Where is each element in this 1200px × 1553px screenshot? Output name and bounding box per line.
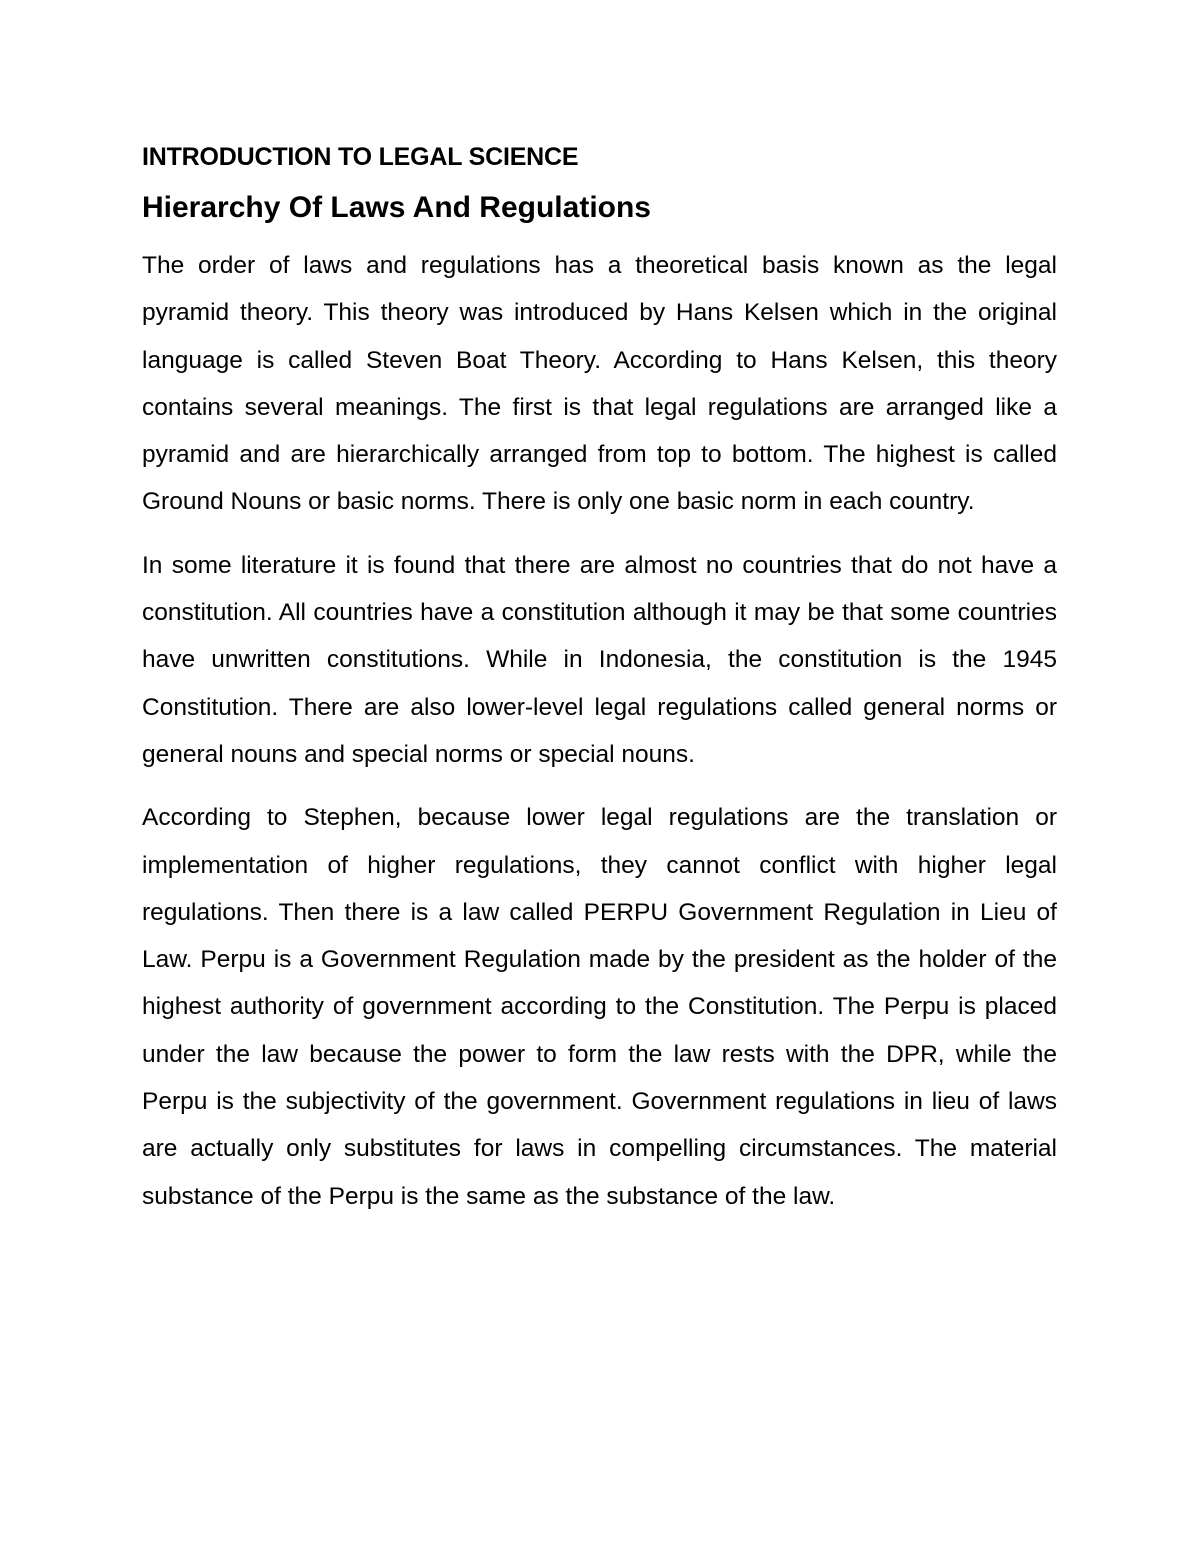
- course-title: INTRODUCTION TO LEGAL SCIENCE: [142, 143, 579, 171]
- section-heading: Hierarchy Of Laws And Regulations: [142, 191, 651, 224]
- paragraph-pyramid-theory: The order of laws and regulations has a theoretical basis known as the legal pyramid theory. This theory was introduced by Hans Kelsen which in the original language is called Steven Boat Theory. According to Hans Kelsen, this theory contains several meanings. The first is that legal regulations are arranged like a pyramid and are hierarchically arranged from top to bottom. The highest is called Ground Nouns or basic norms. There is only one basic norm in each country.: [142, 252, 1057, 516]
- paragraph-perpu: According to Stephen, because lower legal regulations are the translation or implementation of higher regulations, they cannot conflict with higher legal regulations. Then there is a law called PERPU Government Regulation in Lieu of Law. Perpu is a Government Regulation made by the president as the holder of the highest authority of government according to the Constitution. The Perpu is placed under the law because the power to form the law rests with the DPR, while the Perpu is the subjectivity of the government. Government regulations in lieu of laws are actually only substitutes for laws in compelling circumstances. The material substance of the Perpu is the same as the substance of the law.: [142, 804, 1057, 1210]
- document-body: [142, 140, 1057, 1220]
- paragraph-constitution: In some literature it is found that there are almost no countries that do not have a constitution. All countries have a constitution although it may be that some countries have unwritten constitutions. While in Indonesia, the constitution is the 1945 Constitution. There are also lower-level legal regulations called general norms or general nouns and special norms or special nouns.: [142, 551, 1057, 768]
